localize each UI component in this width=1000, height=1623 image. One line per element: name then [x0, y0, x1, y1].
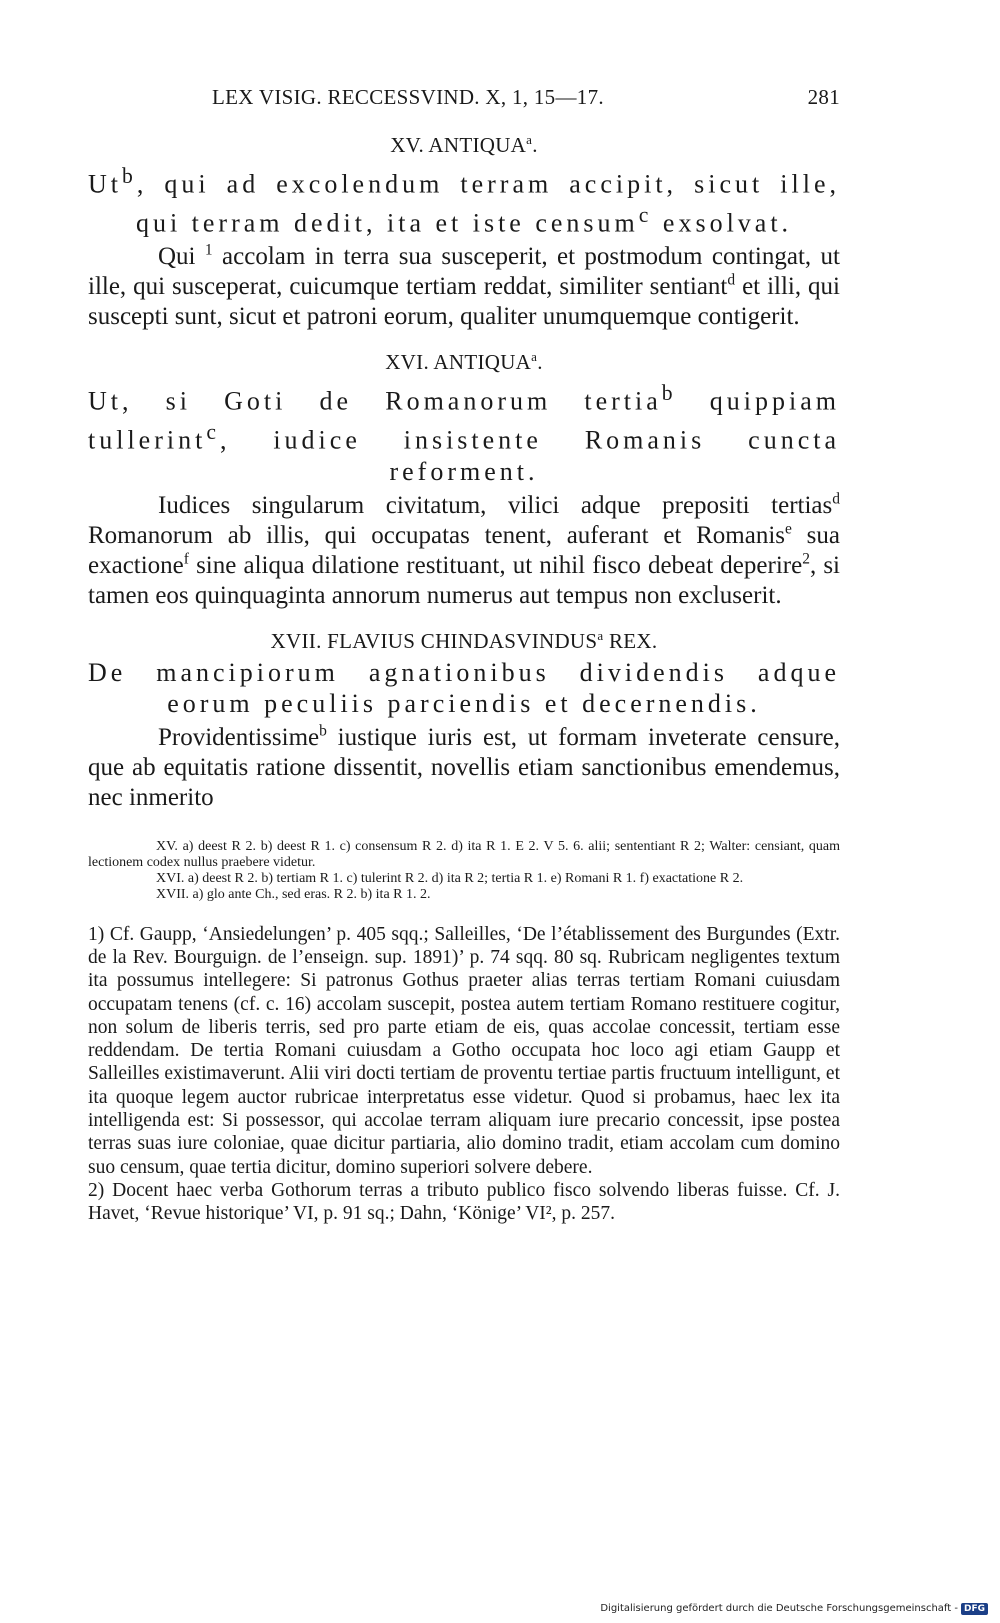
apparatus-entry: XV. a) deest R 2. b) deest R 1. c) consensum R 2. d) ita R 1. E 2. V 5. 6. alii; sententiant R 2; Walter: censiant, quam lectionem codex nullus praebere videtur. [88, 838, 840, 870]
footnote: 2) Docent haec verba Gothorum terras a tributo publico fisco solvendo liberas fuisse. Cf. J. Havet, ‘Revue historique’ VI, p. 91 sq.; Dahn, ‘Könige’ VI², p. 257. [88, 1179, 840, 1225]
section-rubric: De mancipiorum agnationibus dividendis adque eorum peculiis parciendis et decernendis. [88, 657, 840, 718]
apparatus-entry: XVII. a) glo ante Ch., sed eras. R 2. b) ita R 1. 2. [156, 886, 431, 902]
digitization-credit: Digitalisierung gefördert durch die Deutsche Forschungsgemeinschaft - DFG [600, 1603, 988, 1615]
footnotes [88, 923, 840, 1226]
section-rubric: Ut, si Goti de Romanorum tertia$^b$ quippiam tullerint$^c$, iudice insistente Romanis cuncta reforment. [88, 381, 840, 486]
section-heading: XVII. FLAVIUS CHINDASVINDUS$^a$ REX. [270, 627, 658, 653]
section-text: Iudices singularum civitatum, vilici adque prepositi tertias$^d$ Romanorum ab illis, qui occupatas tenent, auferant et Romanis$^e$ sua exactione$^f$ sine aliqua dilatione restituant, ut nihil fisco debeat deperire$^2$, si tamen eos quinquaginta annorum numerus aut tempus non excluserit. [88, 490, 840, 609]
section-rubric: Ut$^b$, qui ad excolendum terram accipit, sicut ille, qui terram dedit, ita et iste censum$^c$ exsolvat. [88, 164, 840, 238]
section-text: Qui $^1$ accolam in terra sua susceperit, et postmodum contingat, ut ille, qui susceperat, cuicumque tertiam reddat, similiter sentiant$^d$ et illi, qui suscepti sunt, sicut et patroni eorum, qualiter unumquemque contigerit. [88, 241, 840, 331]
footnote: 1) Cf. Gaupp, ‘Ansiedelungen’ p. 405 sqq.; Salleilles, ‘De l’établissement des Burgundes (Extr. de la Rev. Bourguign. de l’enseign. sup. 1891)’ p. 74 sqq. 80 sq. Rubricam negligentes textum ita possumus intellegere: Si patronus Gothus praeter alias terras tertiam Romani cuiusdam occupatam tenens (cf. c. 16) accolam suscepit, postea autem tertiam Romano restituere cogitur, non solum de liberis terris, sed pro parte etiam de eis, quas accolae concessit, tertiam esse reddendam. De tertia Romani cuiusdam a Gotho occupata hoc loco agi etiam Gaupp et Salleilles existimaverunt. Alii viri docti tertiam de proventu tertiae partis fructuum intelligunt, et ita quoque legem auctor rubricae interpretatus esse videtur. Quod si probamus, haec lex ita intelligenda est: Si possessor, qui accolae terram aliquam iure precario concessit, ipse postea terras suas iure coloniae, quae dicitur partiaria, alio domino tradit, etiam accolam cum domino suo censum, quae tertia dicitur, domino superiori solvere debere. [88, 923, 840, 1178]
section-heading: XV. ANTIQUA$^a$. [390, 132, 538, 157]
running-head [88, 85, 840, 117]
dfg-logo-icon: DFG [961, 1603, 988, 1615]
page-body [88, 85, 840, 1225]
page-number: 281 [807, 85, 840, 109]
apparatus-entry: XVI. a) deest R 2. b) tertiam R 1. c) tulerint R 2. d) ita R 2; tertia R 1. e) Romani R 1. f) exactatione R 2. [156, 870, 744, 886]
running-title: LEX VISIG. RECCESSVIND. X, 1, 15—17. [212, 85, 604, 109]
critical-apparatus [88, 839, 840, 903]
section-heading: XVI. ANTIQUA$^a$. [385, 349, 543, 375]
section-text: Providentissime$^b$ iustique iuris est, ut formam inveterate censure, que ab equitatis ratione dissentit, novellis etiam sanctionibus emendemus, nec inmerito [88, 722, 840, 811]
